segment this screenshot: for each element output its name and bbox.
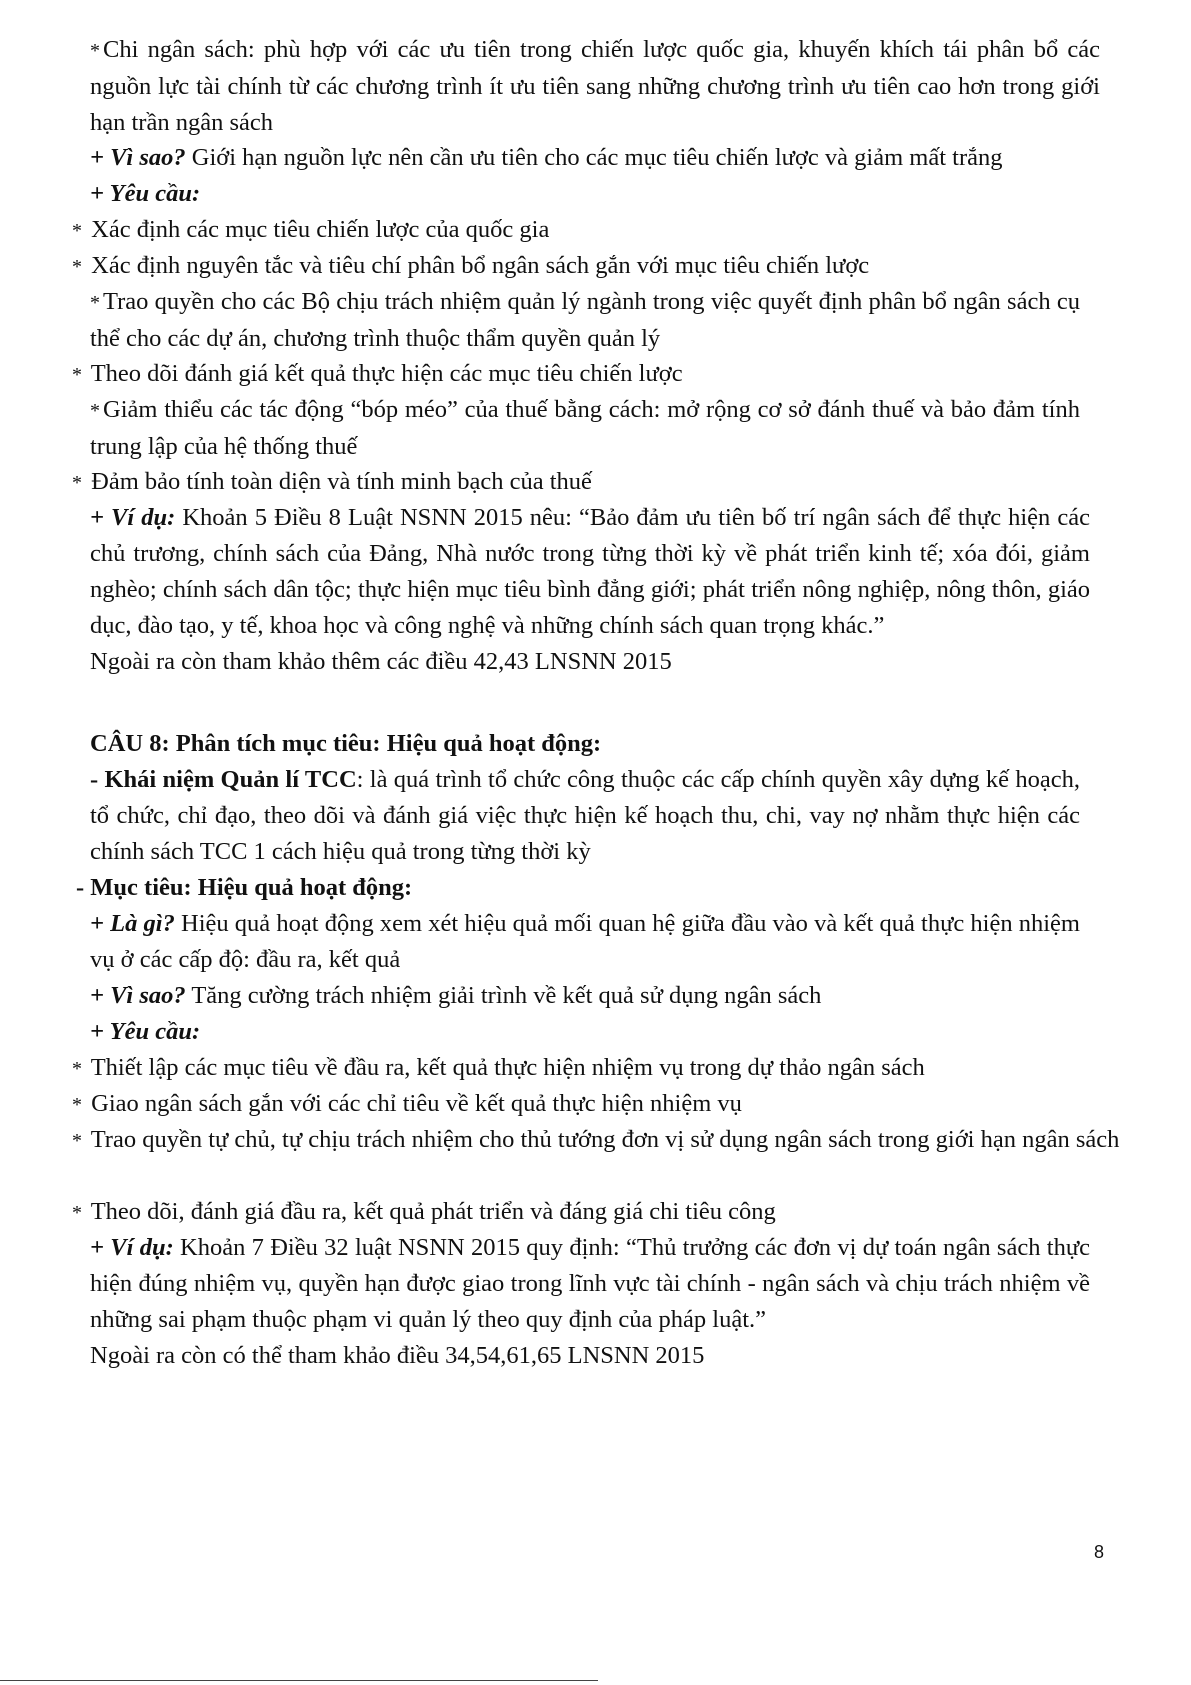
bullet-star: *: [72, 472, 82, 494]
vi-sao-text: Giới hạn nguồn lực nên cần ưu tiên cho các mục tiêu chiến lược và giảm mất trắng: [185, 144, 1003, 171]
vi-sao-line: [90, 140, 1002, 176]
khai-niem-paragraph: - Khái niệm Quản lí TCC: là quá trình tổ chức công thuộc các cấp chính quyền xây dựng kế hoạch, tổ chức, chỉ đạo, theo dõi và đánh giá việc thực hiện kế hoạch thu, chi, vay nợ nhằm thực hiện các chính sách TCC 1 cách hiệu quả trong từng thời kỳ: [90, 766, 1080, 865]
vi-du-label: + Ví dụ:: [90, 1234, 174, 1261]
chi-ngan-sach-paragraph: * Chi ngân sách: phù hợp với các ưu tiên trong chiến lược quốc gia, khuyến khích tái phân bổ các nguồn lực tài chính từ các chương trình ít ưu tiên sang những chương trình ưu tiên cao hơn trong giới hạn trần ngân sách: [90, 36, 1100, 136]
requirement-item: * Giao ngân sách gắn với các chỉ tiêu về kết quả thực hiện nhiệm vụ: [72, 1090, 742, 1117]
bullet-star: *: [72, 220, 82, 242]
vi-du-label: + Ví dụ:: [90, 504, 176, 531]
vi-du-paragraph: + Ví dụ: Khoản 7 Điều 32 luật NSNN 2015 quy định: “Thủ trưởng các đơn vị dự toán ngân sách thực hiện đúng nhiệm vụ, quyền hạn được giao trong lĩnh vực tài chính - ngân sách và chịu trách nhiệm về những sai phạm thuộc phạm vi quản lý theo quy định của pháp luật.”: [90, 1234, 1090, 1333]
bullet-star: *: [72, 1094, 82, 1116]
footer-rule: [0, 1680, 598, 1681]
bullet-star: *: [90, 292, 100, 314]
yeu-cau-label: + Yêu cầu:: [90, 180, 201, 207]
bullet-star: *: [72, 256, 82, 278]
requirement-item: * Theo dõi đánh giá kết quả thực hiện các mục tiêu chiến lược: [72, 360, 683, 387]
bullet-star: *: [90, 40, 100, 62]
vi-sao-label: + Vì sao?: [90, 144, 186, 171]
requirement-item: * Giảm thiểu các tác động “bóp méo” của thuế bằng cách: mở rộng cơ sở đánh thuế và bảo đảm tính trung lập của hệ thống thuế: [90, 396, 1080, 460]
bullet-star: *: [72, 1130, 82, 1152]
requirement-item: * Đảm bảo tính toàn diện và tính minh bạch của thuế: [72, 468, 592, 495]
ngoai-ra-line: Ngoài ra còn tham khảo thêm các điều 42,43 LNSNN 2015: [90, 648, 672, 675]
la-gi-paragraph: + Là gì? Hiệu quả hoạt động xem xét hiệu quả mối quan hệ giữa đầu vào và kết quả thực hiện nhiệm vụ ở các cấp độ: đầu ra, kết quả: [90, 910, 1080, 973]
muc-tieu-heading: - Mục tiêu: Hiệu quả hoạt động:: [76, 874, 413, 901]
requirement-item: * Trao quyền tự chủ, tự chịu trách nhiệm cho thủ tướng đơn vị sử dụng ngân sách trong giới hạn ngân sách: [72, 1126, 1120, 1153]
vi-sao-label: + Vì sao?: [90, 982, 186, 1009]
cau-8-heading: CÂU 8: Phân tích mục tiêu: Hiệu quả hoạt động:: [90, 730, 602, 757]
bullet-star: *: [72, 364, 82, 386]
la-gi-label: + Là gì?: [90, 910, 175, 937]
requirement-item: * Xác định các mục tiêu chiến lược của quốc gia: [72, 216, 550, 243]
vi-sao-line: + Vì sao? Tăng cường trách nhiệm giải trình về kết quả sử dụng ngân sách: [90, 982, 822, 1009]
requirement-item: * Trao quyền cho các Bộ chịu trách nhiệm quản lý ngành trong việc quyết định phân bổ ngân sách cụ thể cho các dự án, chương trình thuộc thẩm quyền quản lý: [90, 288, 1080, 352]
ngoai-ra-line: Ngoài ra còn có thể tham khảo điều 34,54,61,65 LNSNN 2015: [90, 1342, 705, 1369]
requirement-item: * Theo dõi, đánh giá đầu ra, kết quả phát triển và đáng giá chi tiêu công: [72, 1198, 776, 1225]
vi-du-paragraph: + Ví dụ: Khoản 5 Điều 8 Luật NSNN 2015 nêu: “Bảo đảm ưu tiên bố trí ngân sách để thực hiện các chủ trương, chính sách của Đảng, Nhà nước trong từng thời kỳ về phát triển kinh tế; xóa đói, giảm nghèo; chính sách dân tộc; thực hiện mục tiêu bình đẳng giới; phát triển nông nghiệp, nông thôn, giáo dục, đào tạo, y tế, khoa học và công nghệ và những chính sách quan trọng khác.”: [90, 504, 1090, 639]
bullet-star: *: [90, 400, 100, 422]
requirement-item: * Thiết lập các mục tiêu về đầu ra, kết quả thực hiện nhiệm vụ trong dự thảo ngân sách: [72, 1054, 925, 1081]
bullet-star: *: [72, 1202, 82, 1224]
bullet-star: *: [72, 1058, 82, 1080]
yeu-cau-label: + Yêu cầu:: [90, 1018, 201, 1045]
page-number: 8: [1094, 1542, 1105, 1562]
khai-niem-label: - Khái niệm Quản lí TCC: [90, 766, 357, 793]
requirement-item: * Xác định nguyên tắc và tiêu chí phân bổ ngân sách gắn với mục tiêu chiến lược: [72, 252, 870, 279]
